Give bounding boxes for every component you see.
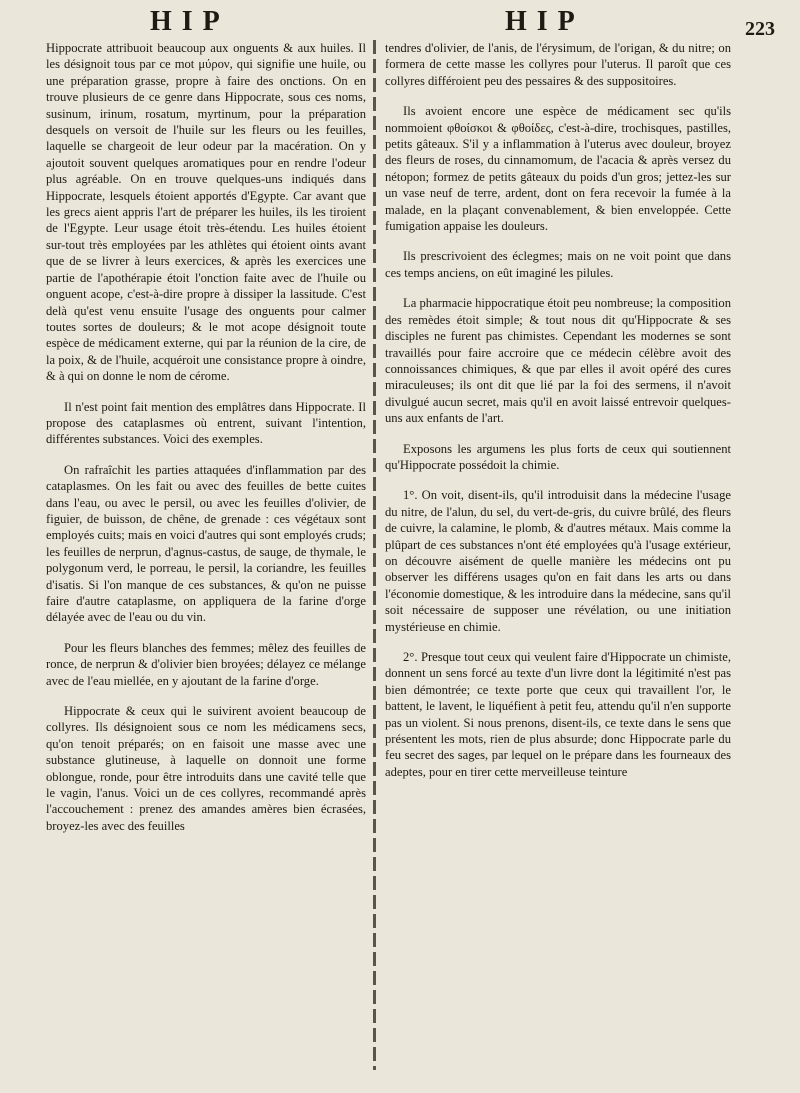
right-running-title: HIP (505, 6, 585, 37)
paragraph-exposons: Exposons les argumens les plus forts de ceux qui soutiennent qu'Hippocrate possédoit la chimie. (385, 441, 731, 472)
paragraph-pharmacie: La pharmacie hippocratique étoit peu nombreuse; la composition des remèdes étoit simple; & tout nous dit qu'Hippocrate & ses disciples ne furent pas chimistes. Cependant les modernes se sont travaillés pour faire accroire que ce médecin célèbre avoit des connoissances chimiques, & que par elles il avoit opéré des cures miraculeuses; ils ont dit que lié par la foi des sermens, il n'avoit divulgué aucun secret, mais qu'il en avoit laissé entrevoir quelques-uns aux enfants de l'art. (385, 296, 731, 426)
paragraph-argument-1: 1°. On voit, disent-ils, qu'il introduisit dans la médecine l'usage du nitre, de l'alun, du sel, du vert-de-gris, du cuivre brûlé, des fleurs de cuivre, la calamine, le plomb, & d'autres métaux. Mais comme la plûpart de ces substances n'ont été employées qu'à l'usage extérieur, on découvre aisément de quelle manière les médecins ont pu observer les différens usages qu'on en fait dans les arts ou dans l'économie domestique, & les introduire dans la médecine, sans qu'il soit nécessaire de supposer une révélation, ou une initiation mystérieuse en chimie. (385, 488, 731, 634)
left-running-title: HIP (150, 6, 230, 37)
paragraph-fleurs-blanches: Pour les fleurs blanches des femmes; mêlez des feuilles de ronce, de nerprun & d'olivier bien broyées; délayez ce mélange avec de l'eau miellée, en y ajoutant de la farine d'orge. (46, 640, 366, 688)
paragraph-collyres: Hippocrate & ceux qui le suivirent avoient beaucoup de collyres. Ils désignoient sous ce nom les médicamens secs, qu'on tenoit préparés; on en faisoit une masse avec une substance glutineuse, à laquelle on donnoit une forme oblongue, ronde, pour être introduits dans une cavité telle que le vagin, l'anus. Voici un de ces collyres, recommandé après l'accouchement : prenez des amandes amères bien écrasées, broyez-les avec des feuilles (46, 704, 366, 833)
paragraph-cataplasmes: On rafraîchit les parties attaquées d'inflammation par des cataplasmes. On les fait ou avec des feuilles de bette cuites dans l'eau, ou avec le persil, ou avec les feuilles d'olivier, de figuier, de buisson, de chêne, de grenade : ces végétaux sont employés cuits; mais en voici d'autres qui sont employés cruds; les feuilles de nerprun, d'agnus-castus, de sauge, de thymale, le polygonum verd, le porreau, le persil, la coriandre, les feuilles d'isatis. Si l'on manque de ces substances, & qu'on ne puisse faire d'autre cataplasme, on appliquera de la farine d'orge délayée avec de l'eau ou du vin. (46, 462, 366, 625)
running-header (0, 6, 800, 42)
paragraph-eclegmes: Ils prescrivoient des éclegmes; mais on ne voit point que dans ces temps anciens, on eût imaginé les pilules. (385, 249, 731, 280)
right-column (385, 40, 731, 1080)
page-number: 223 (745, 18, 775, 40)
paragraph-argument-2: 2°. Presque tout ceux qui veulent faire d'Hippocrate un chimiste, donnent un sens forcé au texte d'un livre dont la légitimité n'est pas bien démontrée; ce texte porte que ceux qui travaillent l'or, le battent, le lavent, le liquéfient à petit feu, attendu qu'il n'en supporte pas un violent. Si nous prenons, disent-ils, ce texte dans le sens que présentent les mots, rien de plus absurde; donc Hippocrate parle du feu secret des sages, par lequel on le prépare dans les fourneaux des adeptes, pour en tirer cette merveilleuse teinture (385, 650, 731, 779)
left-column (46, 40, 366, 1080)
paragraph-emplatres: Il n'est point fait mention des emplâtres dans Hippocrate. Il propose des cataplasmes où entrent, suivant l'intention, différentes substances. Voici des exemples. (46, 399, 366, 447)
column-divider (373, 40, 376, 1070)
paragraph-onguents: Hippocrate attribuoit beaucoup aux onguents & aux huiles. Il les désignoit tous par ce mot μύρον, qui signifie une huile, ou une préparation grasse, propre à faire des onctions. On en trouve plusieurs de ce genre dans Hippocrate, sous ces noms, susinum, irinum, rosatum, myrtinum, pour la préparation desquels on versoit de l'huile sur les fleurs ou les feuilles, laquelle se chargeoit de leur odeur par la macération. On y ajoutoit souvent quelques aromatiques pour en rendre l'odeur plus agréable. On en trouve quelques-uns indiqués dans Hippocrate, lesquels étoient apportés d'Egypte. Car avant que les grecs aient appris l'art de préparer les huiles, ils les tiroient de l'Egypte. Leur usage étoit très-étendu. Les huiles étoient sur-tout très employées par les athlètes qui étoient oints avant que de se livrer à leurs exercices, & après les exercices une partie de l'apothérapie étoit l'onction faite avec de l'huile ou onguent acope, c'est-à-dire propre à dissiper la lassitude. C'est delà qu'est venu ensuite l'usage des onguents pour calmer toutes sortes de douleurs; & le mot acope désignoit toute espèce de médicament externe, qui par la réunion de la cire, de la poix, & de l'huile, acquéroit une consistance propre à oindre, & à qui on donne le nom de cérome. (46, 41, 366, 384)
paragraph-trochisques: Ils avoient encore une espèce de médicament sec qu'ils nommoient φθοίσκοι & φθοίδες, c'est-à-dire, trochisques, pastilles, petits gâteaux. S'il y a inflammation à l'uterus avec douleur, broyez des fleurs de roses, du cinnamomum, de l'acacia & après versez du nétopon; formez de petits gâteaux du poids d'un gros; jettez-les sur un vase neuf de terre, ardent, dont on fera recevoir la fumée à la malade, en la plaçant convenablement, & bien enveloppée. Cette fumigation appaise les douleurs. (385, 104, 731, 234)
paragraph-collyres-cont: tendres d'olivier, de l'anis, de l'érysimum, de l'origan, & du nitre; on formera de cette masse les collyres pour l'uterus. Il paroît que ces collyres différoient peu des pessaires & des suppositoires. (385, 41, 731, 88)
